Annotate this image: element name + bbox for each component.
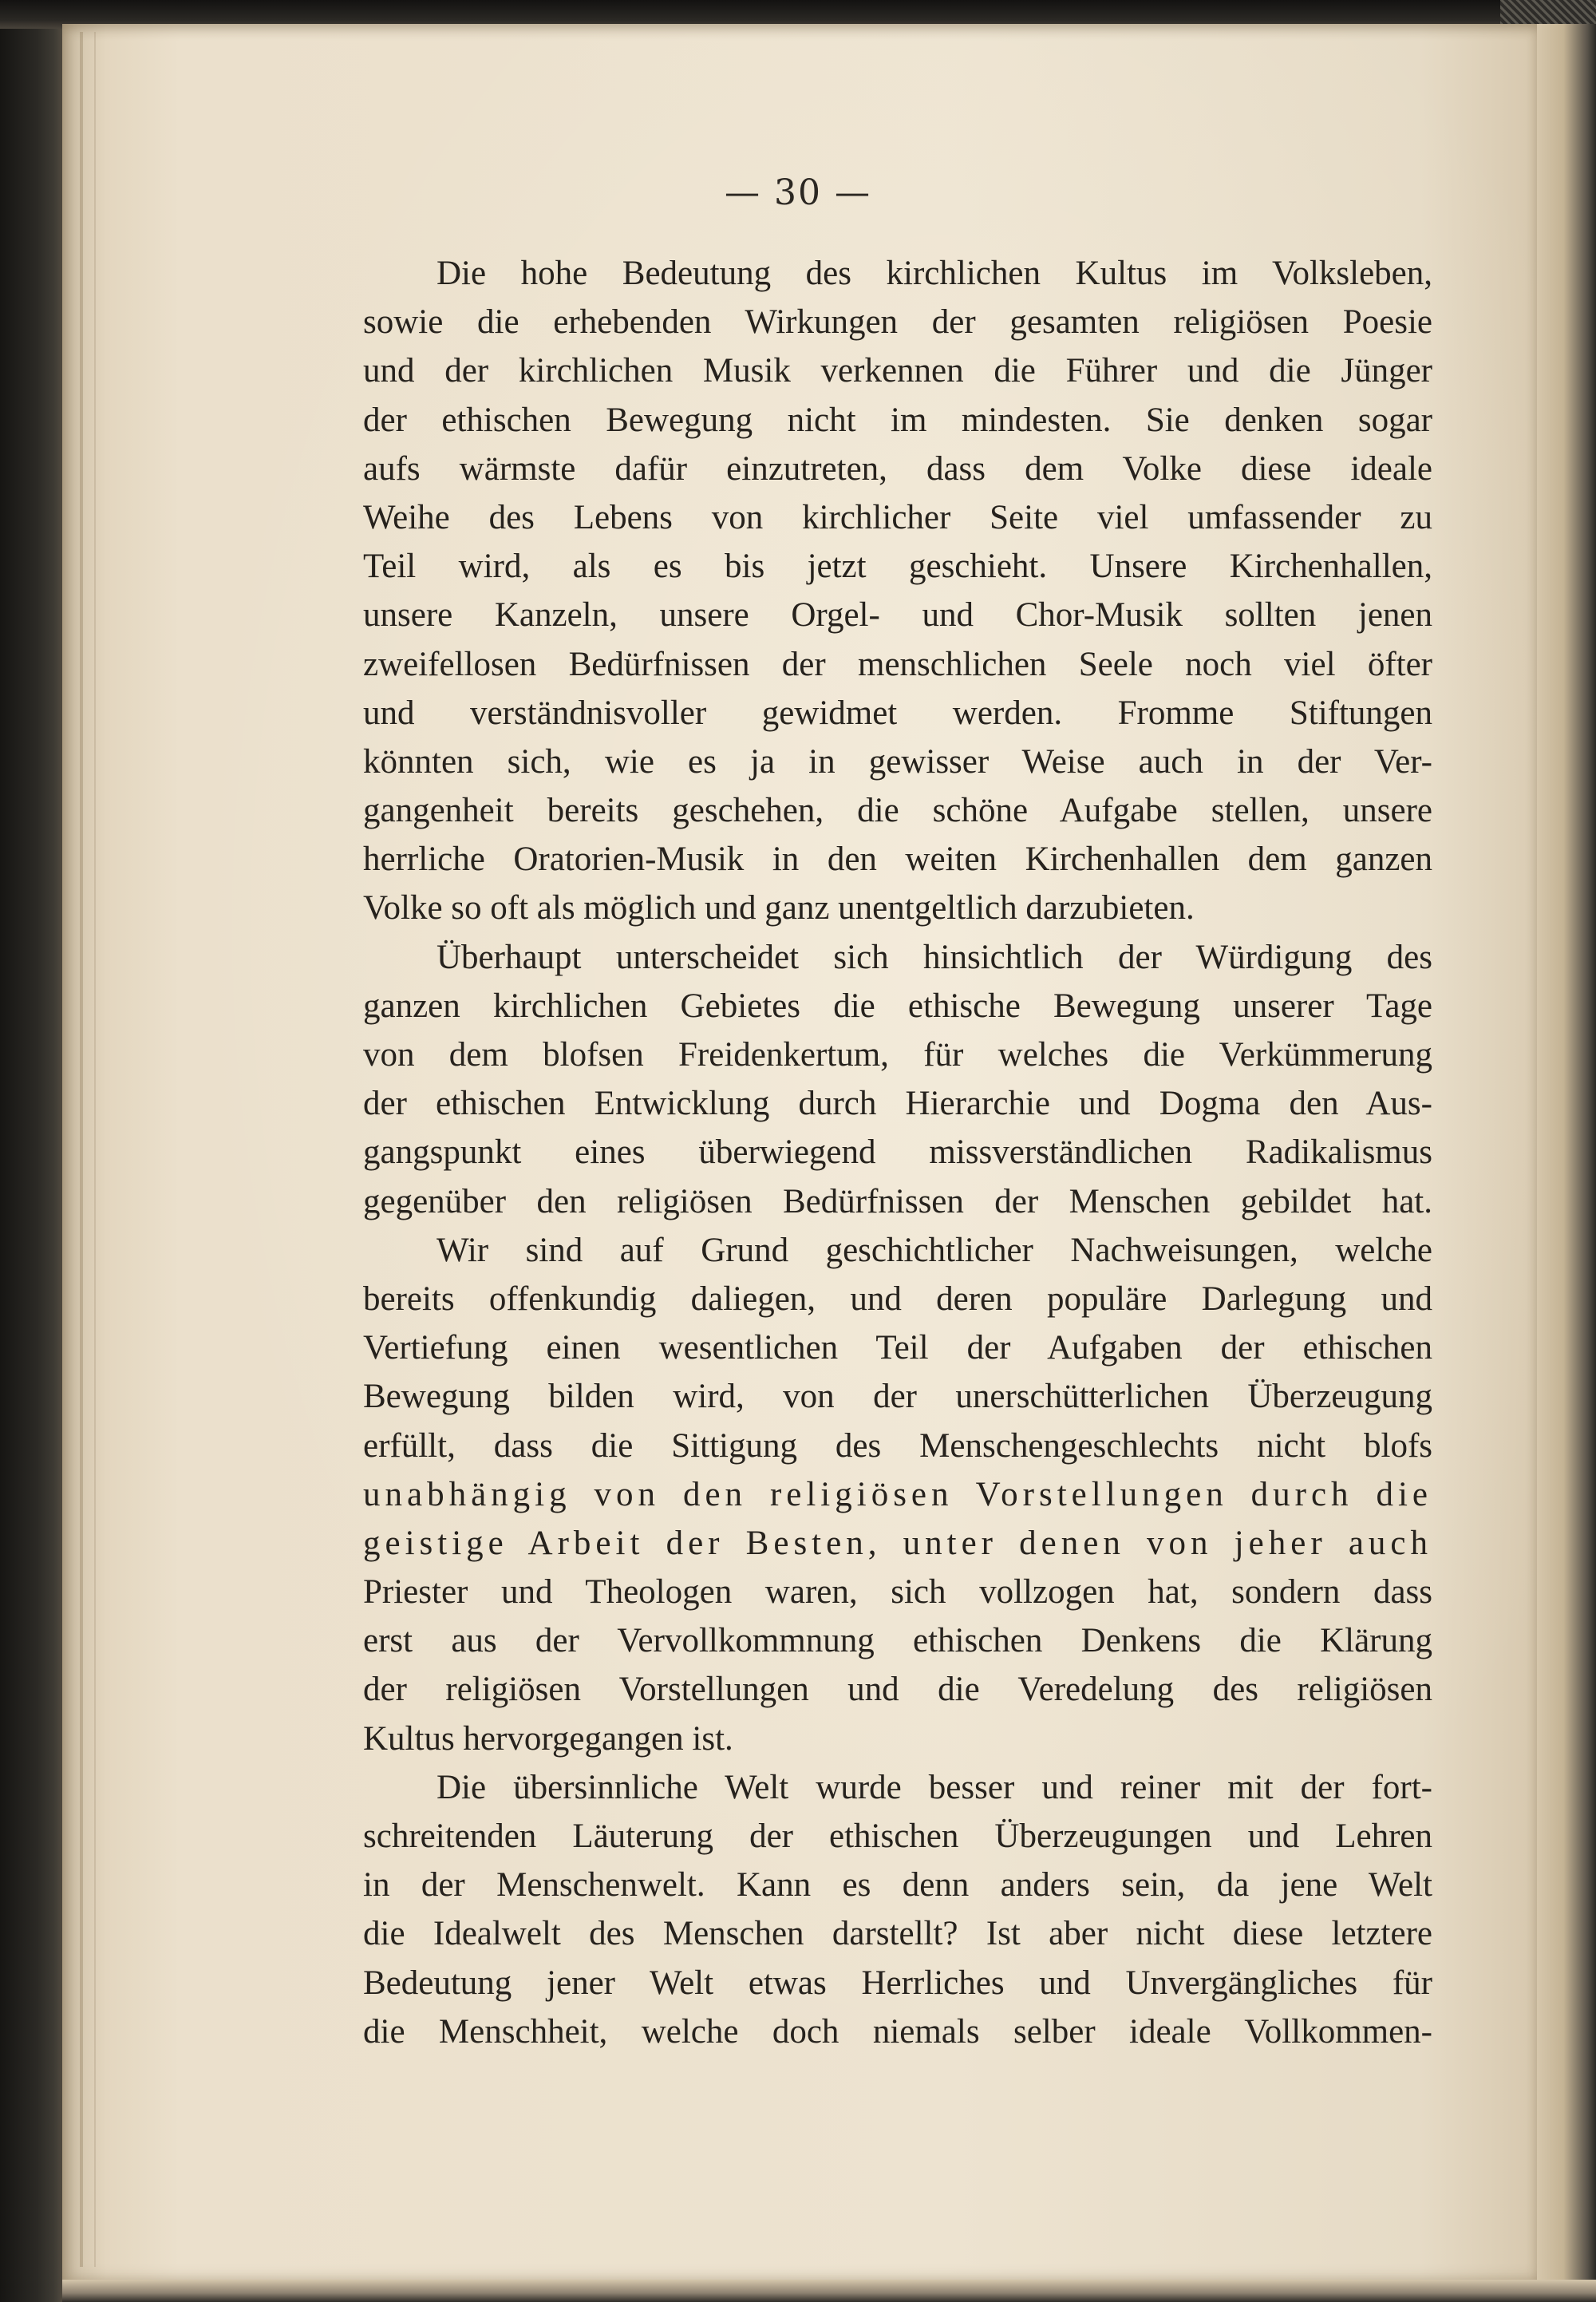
text-line: könnten sich, wie es ja in gewisser Weise auch in der Ver- (363, 742, 1432, 781)
text-line: Volke so oft als möglich und ganz unentgeltlich darzubieten. (363, 889, 1195, 928)
body-text (363, 249, 1432, 2056)
page-number: — 30 — (725, 172, 871, 213)
text-line: zweifellosen Bedürfnissen der menschlichen Seele noch viel öfter (363, 645, 1432, 683)
text-line: gangenheit bereits geschehen, die schöne Aufgabe stellen, unsere (363, 792, 1432, 830)
text-line: die Idealwelt des Menschen darstellt? Ist aber nicht diese letztere (363, 1915, 1432, 1953)
text-line: Kultus hervorgegangen ist. (363, 1719, 733, 1758)
text-line: ganzen kirchlichen Gebietes die ethische Bewegung unserer Tage (363, 987, 1432, 1025)
page-gutter-line-inner (94, 32, 96, 2267)
text-line: unsere Kanzeln, unsere Orgel- und Chor-Musik sollten jenen (363, 596, 1432, 635)
page-right-edge (1537, 24, 1596, 2280)
text-line: der ethischen Bewegung nicht im mindesten. Sie denken sogar (363, 401, 1432, 439)
text-line-emphasized: geistige Arbeit der Besten, unter denen von jeher auch (363, 1524, 1432, 1562)
text-line: sowie die erhebenden Wirkungen der gesamten religiösen Poesie (363, 303, 1432, 342)
page-bottom-edge (62, 2280, 1596, 2302)
text-line: Weihe des Lebens von kirchlicher Seite viel umfassender zu (363, 498, 1432, 536)
text-line: erst aus der Vervollkommnung ethischen Denkens die Klärung (363, 1622, 1432, 1660)
text-line: der religiösen Vorstellungen und die Veredelung des religiösen (363, 1671, 1432, 1709)
text-line: und verständnisvoller gewidmet werden. Fromme Stiftungen (363, 694, 1432, 732)
book-binding-left (0, 0, 67, 2302)
text-line: schreitenden Läuterung der ethischen Überzeugungen und Lehren (363, 1817, 1432, 1855)
text-line: erfüllt, dass die Sittigung des Menschengeschlechts nicht blofs (363, 1426, 1432, 1465)
text-line: gegenüber den religiösen Bedürfnissen der Menschen gebildet hat. (363, 1182, 1432, 1220)
text-line: der ethischen Entwicklung durch Hierarchie und Dogma den Aus- (363, 1085, 1432, 1123)
text-line: und der kirchlichen Musik verkennen die Führer und die Jünger (363, 352, 1432, 390)
text-line: Die hohe Bedeutung des kirchlichen Kultus im Volksleben, (437, 255, 1432, 292)
text-line: Bedeutung jener Welt etwas Herrliches und Unvergängliches für (363, 1964, 1432, 2002)
page-gutter-line (80, 32, 83, 2267)
text-line: gangspunkt eines überwiegend missverständlichen Radikalismus (363, 1133, 1432, 1172)
text-line: Bewegung bilden wird, von der unerschütterlichen Überzeugung (363, 1378, 1432, 1416)
text-line: Wir sind auf Grund geschichtlicher Nachweisungen, welche (437, 1231, 1432, 1269)
text-line: Vertiefung einen wesentlichen Teil der Aufgaben der ethischen (363, 1329, 1432, 1367)
text-line: Überhaupt unterscheidet sich hinsichtlich der Würdigung des (437, 938, 1432, 976)
text-line: in der Menschenwelt. Kann es denn anders sein, da jene Welt (363, 1866, 1432, 1904)
text-line: Die übersinnliche Welt wurde besser und reiner mit der fort- (437, 1768, 1432, 1806)
text-line: von dem blofsen Freidenkertum, für welches die Verkümmerung (363, 1036, 1432, 1074)
text-line-emphasized: unabhängig von den religiösen Vorstellungen durch die (363, 1475, 1432, 1513)
text-line: die Menschheit, welche doch niemals selber ideale Vollkommen- (363, 2012, 1432, 2051)
text-line: herrliche Oratorien-Musik in den weiten Kirchenhallen dem ganzen (363, 841, 1432, 879)
text-line: aufs wärmste dafür einzutreten, dass dem Volke diese ideale (363, 449, 1432, 488)
text-line: Teil wird, als es bis jetzt geschieht. Unsere Kirchenhallen, (363, 548, 1432, 586)
text-line: Priester und Theologen waren, sich vollzogen hat, sondern dass (363, 1573, 1432, 1612)
text-line: bereits offenkundig daliegen, und deren populäre Darlegung und (363, 1280, 1432, 1318)
